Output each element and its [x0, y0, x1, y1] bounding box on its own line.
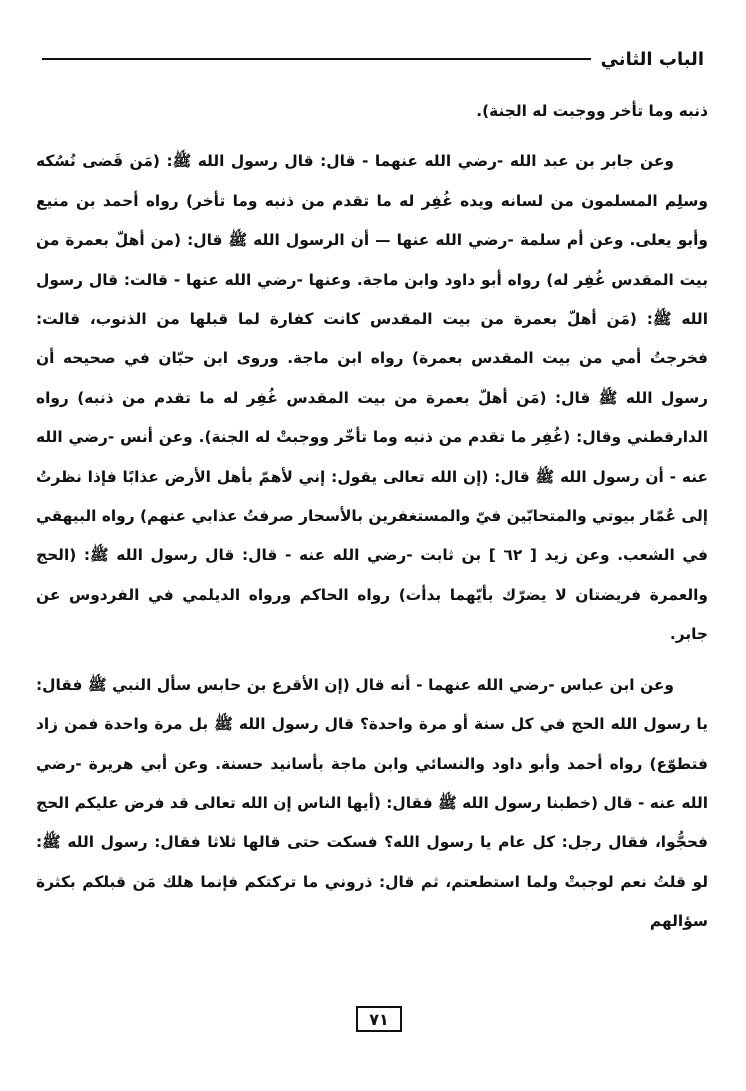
paragraph-2: وعن جابر بن عبد الله -رضي الله عنهما - قال: قال رسول الله ﷺ: (مَن قَضى نُسُكه وسلِم المسلمون من لسانه ويده غُفِر له ما تقدم من ذنبه وما تأخر) رواه أحمد بن منيع وأبو يعلى. وعن أم سلمة -رضي الله عنها — أن الرسول الله ﷺ قال: (من أهلّ بعمرة من بيت المقدس غُفِر له) رواه أبو داود وابن ماجة. وعنها -رضي الله عنها - قالت: قال رسول الله ﷺ: (مَن أهلّ بعمرة من بيت المقدس كانت كفارة لما قبلها من الذنوب، قالت: فخرجتُ أمي من بيت المقدس بعمرة) رواه ابن ماجة. وروى ابن حبّان في صحيحه أن رسول الله ﷺ قال: (مَن أهلّ بعمرة من بيت المقدس غُفِر له ما تقدم من ذنبه) رواه الدارقطني وقال: (غُفِر ما تقدم من ذنبه وما تأخّر ووجبتْ له الجنة). وعن أنس -رضي الله عنه - أن رسول الله ﷺ قال: (إن الله تعالى يقول: إني لأهمّ بأهل الأرض عذابًا فإذا نظرتُ إلى عُمّار بيوتي والمتحابّين فيّ والمستغفرين بالأسحار صرفتُ عذابي عنهم) رواه البيهقي في الشعب. وعن زيد [ ٦٢ ] بن ثابت -رضي الله عنه - قال: قال رسول الله ﷺ: (الحج والعمرة فريضتان لا يضرّك بأيّهما بدأت) رواه الحاكم ورواه الديلمي في الفردوس عن جابر.	[36, 152, 708, 644]
page-footer	[0, 1006, 746, 1036]
header-rule	[42, 58, 591, 60]
running-header	[42, 44, 704, 74]
page-body	[36, 92, 708, 942]
page-number: ٧١	[356, 1006, 402, 1032]
paragraph-1: ذنبه وما تأخر ووجبت له الجنة).	[476, 102, 708, 120]
paragraph-3: وعن ابن عباس -رضي الله عنهما - أنه قال (إن الأقرع بن حابس سأل النبي ﷺ فقال: يا رسول الله الحج في كل سنة أو مرة واحدة؟ قال رسول الله ﷺ بل مرة واحدة فمن زاد فتطوّع) رواه أحمد وأبو داود والنسائي وابن ماجة بأسانيد حسنة. وعن أبي هريرة -رضي الله عنه - قال (خطبنا رسول الله ﷺ فقال: (أيها الناس إن الله تعالى قد فرض عليكم الحج فحجُّوا، فقال رجل: كل عام يا رسول الله؟ فسكت حتى قالها ثلاثا فقال: رسول الله ﷺ: لو قلتُ نعم لوجبتْ ولما استطعتم، ثم قال: ذروني ما تركتكم فإنما هلك مَن قبلكم بكثرة سؤالهم	[36, 675, 708, 931]
chapter-title: الباب الثاني	[600, 48, 704, 70]
